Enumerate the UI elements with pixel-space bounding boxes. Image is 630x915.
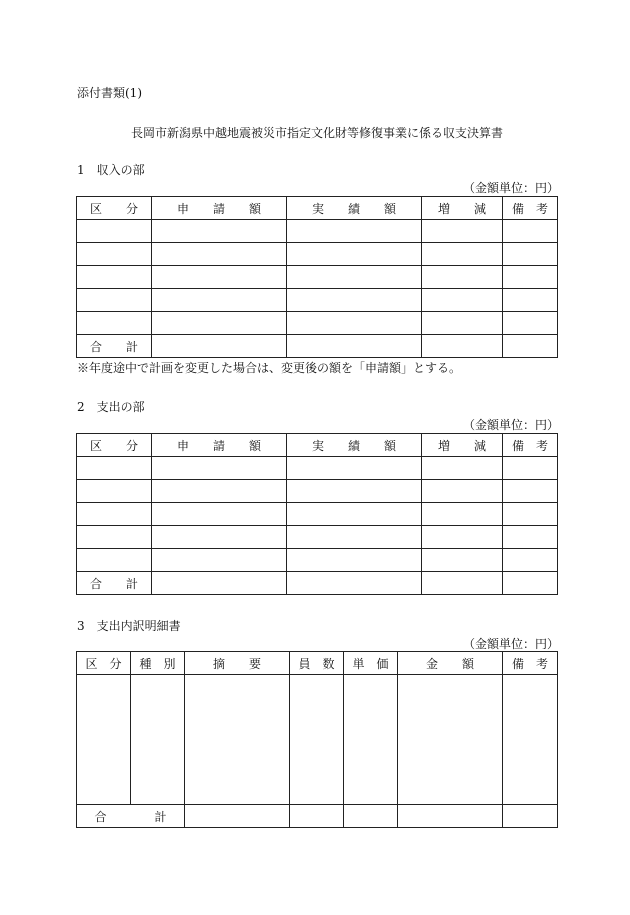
section2-unit-label: （金額単位：円） [463,418,560,432]
detail-total-label: 合 計 [77,805,185,828]
income-total-row [77,335,558,358]
expense-header-change: 増 減 [422,434,503,457]
income-row [77,266,558,289]
detail-header-type: 種 別 [131,652,185,675]
section1-unit-label: （金額単位：円） [463,181,560,195]
expense-row [77,549,558,572]
section3-unit-label: （金額単位：円） [463,637,560,651]
expense-row [77,526,558,549]
income-table [76,196,558,358]
section3-heading: 3 支出内訳明細書 [77,619,181,633]
section1-note: ※年度途中で計画を変更した場合は、変更後の額を「申請額」とする。 [77,361,462,375]
detail-header-remarks: 備 考 [503,652,558,675]
expense-header-category: 区 分 [77,434,152,457]
expense-row [77,457,558,480]
detail-header-summary: 摘 要 [185,652,290,675]
income-header-remarks: 備 考 [503,197,558,220]
section1-heading: 1 収入の部 [77,163,145,177]
detail-header-category: 区 分 [77,652,131,675]
income-header-actual: 実 績 額 [287,197,422,220]
detail-header-quantity: 員 数 [290,652,344,675]
expense-detail-table [76,651,558,828]
expense-table [76,433,558,595]
attachment-label: 添付書類(1) [77,86,142,100]
detail-header-amount: 金 額 [398,652,503,675]
detail-total-row [77,805,558,828]
income-header-category: 区 分 [77,197,152,220]
income-total-label: 合 計 [77,335,152,358]
expense-total-row [77,572,558,595]
expense-total-label: 合 計 [77,572,152,595]
expense-row [77,503,558,526]
detail-header-unit-price: 単 価 [344,652,398,675]
income-row [77,243,558,266]
document-title: 長岡市新潟県中越地震被災市指定文化財等修復事業に係る収支決算書 [131,126,504,140]
expense-header-remarks: 備 考 [503,434,558,457]
income-row [77,312,558,335]
expense-row [77,480,558,503]
income-row [77,289,558,312]
income-row [77,220,558,243]
expense-header-actual: 実 績 額 [287,434,422,457]
income-header-requested: 申 請 額 [152,197,287,220]
section2-heading: 2 支出の部 [77,400,145,414]
expense-header-requested: 申 請 額 [152,434,287,457]
detail-body-row [77,675,558,805]
income-header-change: 増 減 [422,197,503,220]
